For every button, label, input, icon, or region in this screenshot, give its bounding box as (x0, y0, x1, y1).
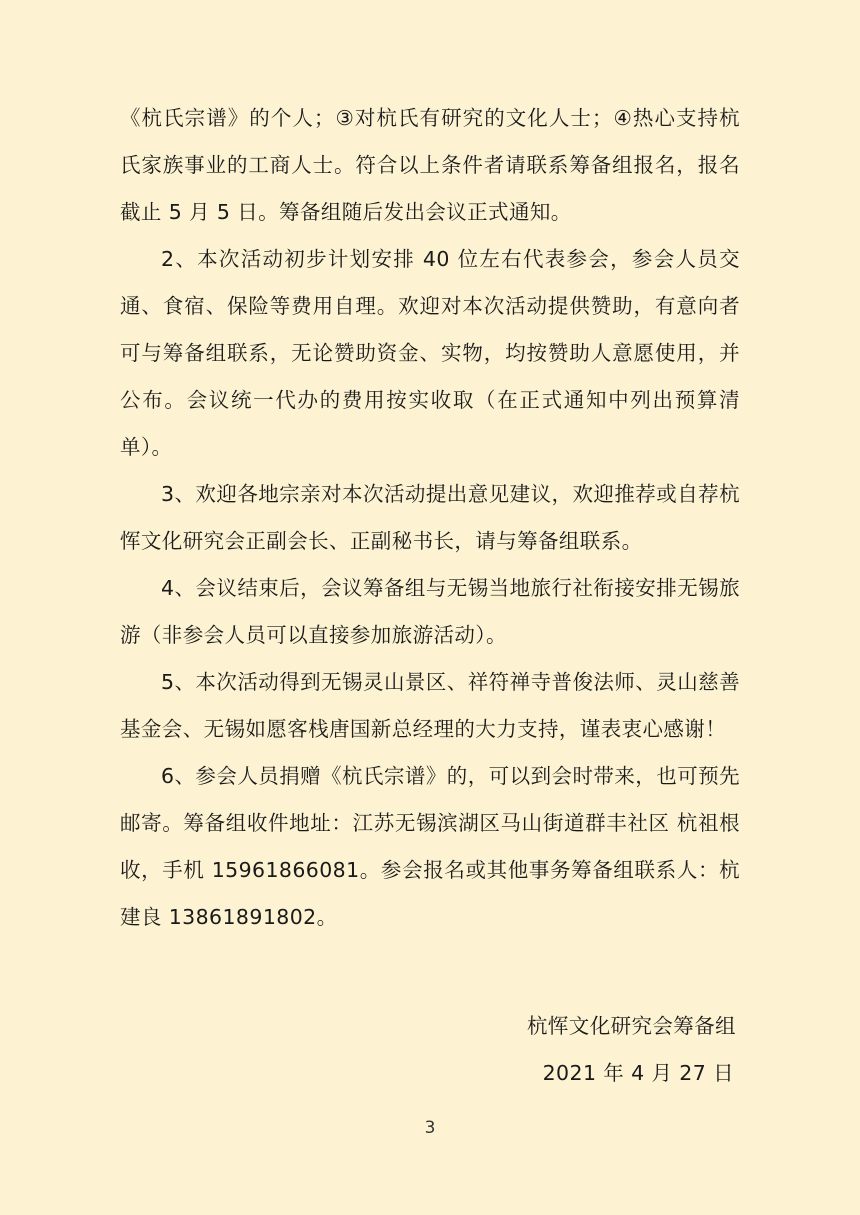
signature-block (120, 1003, 740, 1097)
paragraph-item-3: 3、欢迎各地宗亲对本次活动提出意见建议，欢迎推荐或自荐杭恽文化研究会正副会长、正副秘书长，请与筹备组联系。 (120, 482, 740, 553)
paragraph-item-6: 6、参会人员捐赠《杭氏宗谱》的，可以到会时带来，也可预先邮寄。筹备组收件地址：江苏无锡滨湖区马山街道群丰社区 杭祖根收，手机 15961866081。参会报名或其他事务筹备组联系人：杭建良 13861891802。 (120, 764, 740, 929)
document-body (120, 95, 740, 941)
paragraph-item-2: 2、本次活动初步计划安排 40 位左右代表参会，参会人员交通、食宿、保险等费用自理。欢迎对本次活动提供赞助，有意向者可与筹备组联系，无论赞助资金、实物，均按赞助人意愿使用，并公布。会议统一代办的费用按实收取（在正式通知中列出预算清单）。 (120, 247, 740, 459)
signature-date: 2021 年 4 月 27 日 (542, 1061, 734, 1085)
paragraph-item-4: 4、会议结束后，会议筹备组与无锡当地旅行社衔接安排无锡旅游（非参会人员可以直接参加旅游活动）。 (120, 576, 740, 647)
paragraph-item-5: 5、本次活动得到无锡灵山景区、祥符禅寺普俊法师、灵山慈善基金会、无锡如愿客栈唐国新总经理的大力支持，谨表衷心感谢！ (120, 670, 740, 741)
paragraph-continuation: 《杭氏宗谱》的个人；③对杭氏有研究的文化人士；④热心支持杭氏家族事业的工商人士。符合以上条件者请联系筹备组报名，报名截止 5 月 5 日。筹备组随后发出会议正式通知。 (120, 106, 740, 224)
signature-organization: 杭恽文化研究会筹备组 (527, 1014, 736, 1038)
page-number: 3 (424, 1118, 436, 1138)
